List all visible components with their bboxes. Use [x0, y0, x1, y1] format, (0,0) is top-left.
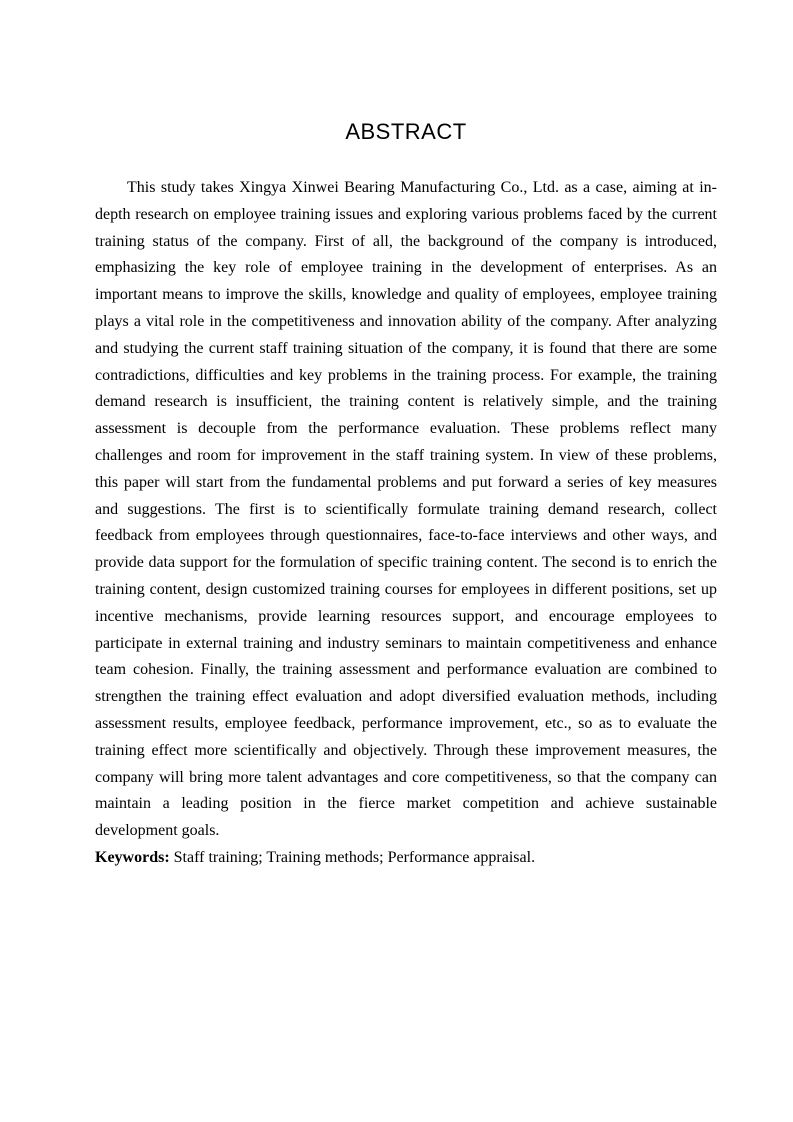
abstract-title: ABSTRACT	[345, 119, 467, 144]
keywords-label: Keywords:	[95, 848, 170, 866]
keywords-text: Staff training; Training methods; Performance appraisal.	[173, 848, 536, 866]
abstract-paragraph: This study takes Xingya Xinwei Bearing Manufacturing Co., Ltd. as a case, aiming at in-depth research on employee training issues and exploring various problems faced by the current training status of the company. First of all, the background of the company is introduced, emphasizing the key role of employee training in the development of enterprises. As an important means to improve the skills, knowledge and quality of employees, employee training plays a vital role in the competitiveness and innovation ability of the company. After analyzing and studying the current staff training situation of the company, it is found that there are some contradictions, difficulties and key problems in the training process. For example, the training demand research is insufficient, the training content is relatively simple, and the training assessment is decouple from the performance evaluation. These problems reflect many challenges and room for improvement in the staff training system. In view of these problems, this paper will start from the fundamental problems and put forward a series of key measures and suggestions. The first is to scientifically formulate training demand research, collect feedback from employees through questionnaires, face-to-face interviews and other ways, and provide data support for the formulation of specific training content. The second is to enrich the training content, design customized training courses for employees in different positions, set up incentive mechanisms, provide learning resources support, and encourage employees to participate in external training and industry seminars to maintain competitiveness and enhance team cohesion. Finally, the training assessment and performance evaluation are combined to strengthen the training effect evaluation and adopt diversified evaluation methods, including assessment results, employee feedback, performance improvement, etc., so as to evaluate the training effect more scientifically and objectively. Through these improvement measures, the company will bring more talent advantages and core competitiveness, so that the company can maintain a leading position in the fierce market competition and achieve sustainable development goals.	[95, 179, 717, 840]
keywords-line	[95, 845, 717, 872]
